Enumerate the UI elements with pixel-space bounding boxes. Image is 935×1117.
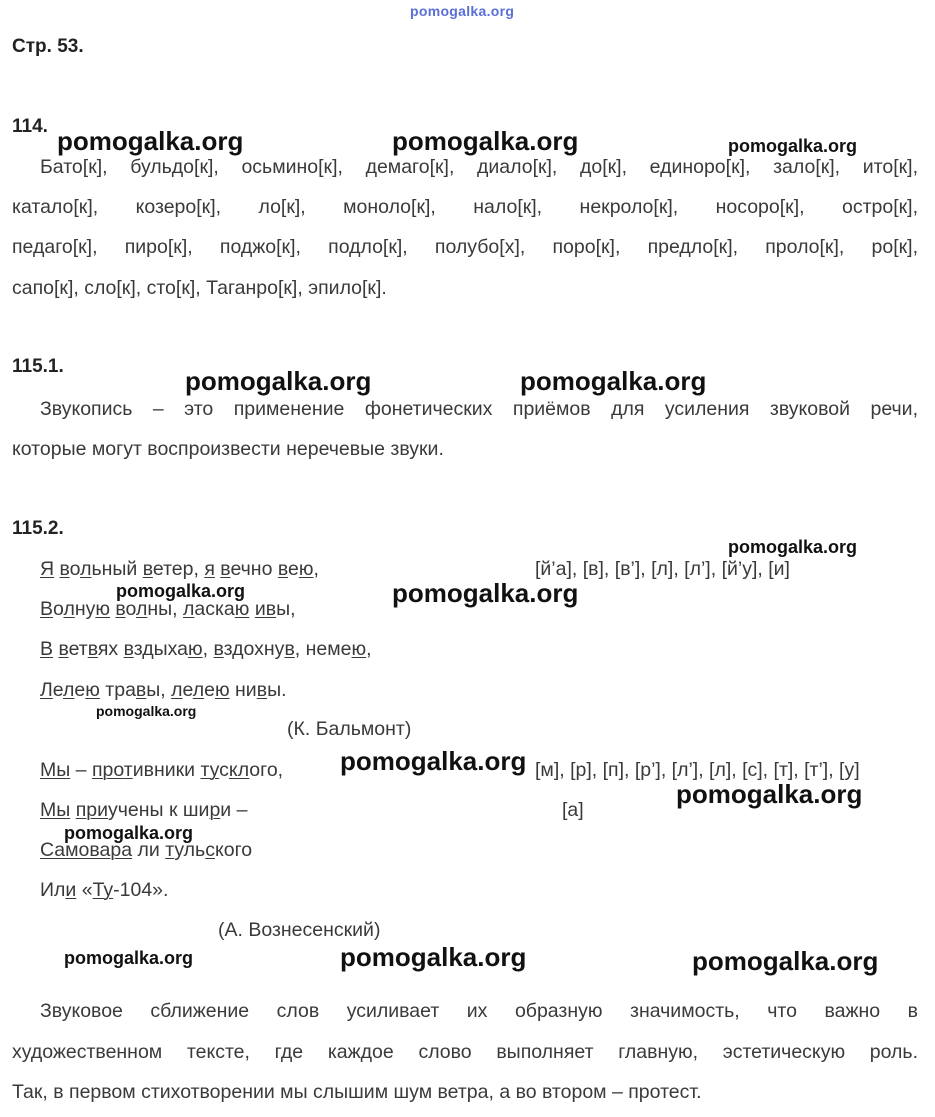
exercise-114-line-2: катало[к], козеро[к], ло[к], моноло[к], нало[к], некроло[к], носоро[к], остро[к],	[12, 196, 918, 218]
exercise-114-line-3: педаго[к], пиро[к], поджо[к], подло[к], полубо[х], поро[к], предло[к], проло[к], ро[к],	[12, 236, 918, 258]
conclusion-line-1: Звуковое сближение слов усиливает их образную значимость, что важно в	[40, 1000, 918, 1022]
poem1-line-4: Лелею травы, лелею нивы.	[40, 679, 287, 701]
poem2-sounds-1: [м], [р], [п], [р’], [л’], [л], [с], [т], [т’], [у]	[535, 759, 860, 781]
watermark: pomogalka.org	[116, 581, 246, 601]
exercise-115-1-line-1: Звукопись – это применение фонетических приёмов для усиления звуковой речи,	[40, 398, 918, 420]
poem2-line-4: Или «Ту-104».	[40, 879, 169, 901]
watermark: pomogalka.org	[96, 703, 197, 719]
poem1-line-3: В ветвях вздыхаю, вздохнув, немею,	[40, 638, 372, 660]
watermark: pomogalka.org	[728, 136, 858, 156]
page-reference: Стр. 53.	[12, 36, 84, 57]
watermark: pomogalka.org	[728, 537, 858, 557]
conclusion-line-2: художественном тексте, где каждое слово выполняет главную, эстетическую роль.	[12, 1041, 918, 1063]
conclusion-line-3: Так, в первом стихотворении мы слышим шум ветра, а во втором – протест.	[12, 1081, 702, 1103]
exercise-115-1-line-2: которые могут воспроизвести неречевые звуки.	[12, 438, 444, 460]
watermark: pomogalka.org	[392, 126, 579, 156]
watermark: pomogalka.org	[64, 948, 194, 968]
poem1-line-1: Я вольный ветер, я вечно вею,	[40, 558, 319, 580]
poem2-sounds-2: [а]	[562, 799, 584, 821]
poem1-author: (К. Бальмонт)	[287, 718, 412, 740]
poem2-line-3: Самовара ли тульского	[40, 839, 253, 861]
poem1-sounds: [й’а], [в], [в’], [л], [л’], [й’у], [и]	[535, 558, 790, 580]
watermark: pomogalka.org	[64, 823, 194, 843]
poem2-line-2: Мы приучены к шири –	[40, 799, 248, 821]
watermark-top: pomogalka.org	[410, 3, 515, 19]
watermark: pomogalka.org	[340, 746, 527, 776]
watermark: pomogalka.org	[520, 366, 707, 396]
watermark: pomogalka.org	[676, 779, 863, 809]
exercise-115-1-number: 115.1.	[12, 356, 64, 377]
poem2-author: (А. Вознесенский)	[218, 919, 381, 941]
poem1-line-2: Волную волны, ласкаю ивы,	[40, 598, 296, 620]
exercise-114-line-1: Бато[к], бульдо[к], осьмино[к], демаго[к], диало[к], до[к], единоро[к], зало[к], ито[к],	[40, 156, 918, 178]
exercise-115-2-number: 115.2.	[12, 518, 64, 539]
exercise-114-line-4: сапо[к], сло[к], сто[к], Таганро[к], эпило[к].	[12, 277, 387, 299]
watermark: pomogalka.org	[392, 578, 579, 608]
poem2-line-1: Мы – противники тусклого,	[40, 759, 284, 781]
watermark: pomogalka.org	[340, 942, 527, 972]
exercise-114-number: 114.	[12, 116, 48, 137]
watermark: pomogalka.org	[692, 946, 879, 976]
watermark: pomogalka.org	[57, 126, 244, 156]
watermark: pomogalka.org	[185, 366, 372, 396]
